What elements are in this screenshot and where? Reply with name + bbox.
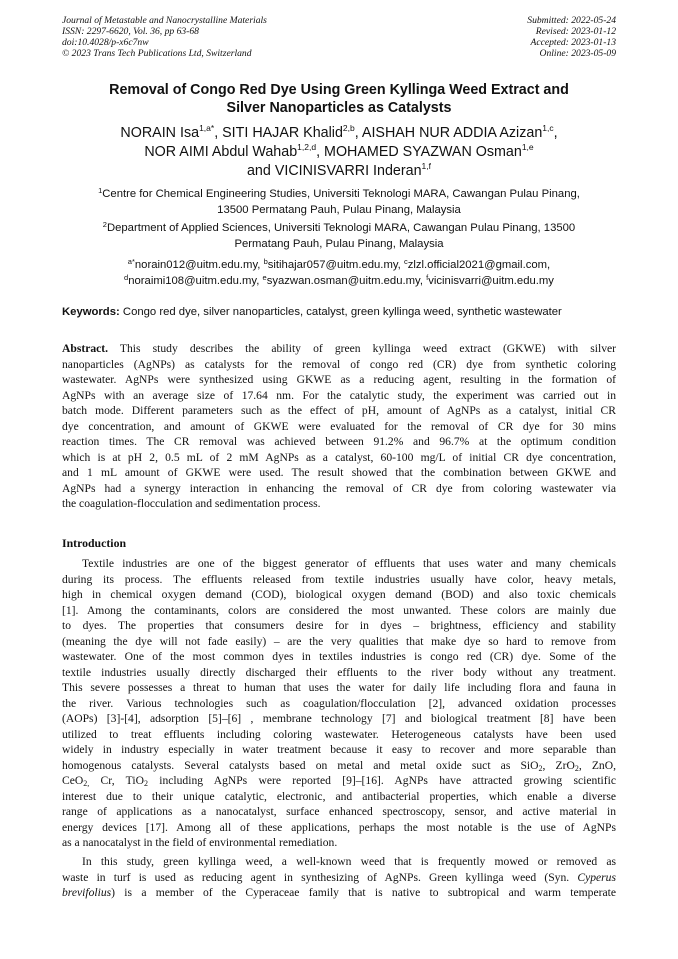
abstract-line: dye concentration, and amount of GKWE were evaluated for the removal of CR dye for 30 mins	[62, 419, 616, 433]
affiliation-2-line-1	[62, 221, 616, 237]
journal-copyright: © 2023 Trans Tech Publications Ltd, Switzerland	[62, 48, 252, 59]
intro-line: as a nanocatalyst in the field of environmental remediation.	[62, 836, 338, 849]
emails-line-1	[62, 258, 616, 274]
abstract-line: wastewater. AgNPs were synthesized using GKWE as a reducing agent, resulting in the formation of	[62, 373, 616, 386]
abstract-line: nanoparticles (AgNPs) as catalysts for the removal of congo red (CR) dye from synthetic coloring	[62, 357, 616, 371]
abstract-line: reaction times. The CR removal was achieved between 91.2% and 96.7% at the optimum condition	[62, 435, 616, 448]
introduction-paragraph-2	[62, 854, 616, 901]
authors-line-2	[62, 143, 616, 162]
author-name: SITI HAJAR Khalid	[222, 125, 343, 141]
keywords-text: Congo red dye, silver nanoparticles, catalyst, green kyllinga weed, synthetic wastewater	[119, 306, 562, 318]
intro-line: Textile industries are one of the biggest generator of effluents that uses water and many chemicals	[82, 557, 616, 570]
affiliation-text: Department of Applied Sciences, Universiti Teknologi MARA, Cawangan Pulau Pinang, 13500	[106, 222, 576, 234]
intro-line: textile industries usually directly discharged their effluents to the river body without any treatment.	[62, 665, 616, 679]
intro-line: utilized to treat effluents including coloring wastewater. Heterogeneous catalysts have been used	[62, 727, 616, 741]
intro-text: homogenous catalysts. Several catalysts based on metal and metal oxide suct as SiO	[62, 758, 539, 772]
intro-line: (meaning the dye will not fade easily) – are the very qualities that make dye so hard to remove from	[62, 634, 616, 648]
intro-text: , ZrO	[542, 758, 575, 772]
author-name: NOR AIMI Abdul Wahab	[144, 144, 298, 160]
email-link[interactable]: zlzl.official2021@gmail.com,	[407, 259, 551, 271]
species-name: Cyperus	[577, 870, 616, 884]
intro-line: This severe possesses a threat to human that uses the water for daily life including flora and fauna in	[62, 681, 616, 694]
date-revised: Revised: 2023-01-12	[535, 26, 616, 37]
title-line-2: Silver Nanoparticles as Catalysts	[226, 99, 452, 116]
email-link[interactable]: syazwan.osman@uitm.edu.my,	[266, 274, 427, 287]
author-sep: ,	[214, 125, 223, 141]
keywords	[62, 305, 616, 320]
introduction-paragraph-1	[62, 556, 616, 851]
paper-title	[62, 82, 616, 117]
intro-text: including AgNPs were reported [9]–[16]. AgNPs have attracted growing scientific	[147, 774, 617, 787]
abstract-line: batch mode. Different parameters such as the effect of pH, amount of AgNPs as a catalyst, initial CR	[62, 404, 616, 417]
abstract-line: which is at pH 2, 0.5 mL of 2 mM AgNPs as a catalyst, 60-100 mg/L of initial CR dye concentration,	[62, 450, 616, 464]
intro-text: , ZnO,	[578, 758, 616, 772]
author-sep: ,	[553, 125, 558, 141]
abstract	[62, 341, 616, 512]
intro-line: interest due to their unique catalytic, electronic, and antibacterial properties, which enable a diverse	[62, 789, 616, 803]
date-accepted: Accepted: 2023-01-13	[530, 37, 616, 48]
intro-text: waste in turf is used as reducing agent in synthesizing of AgNPs. Green kyllinga weed (Syn.	[62, 870, 578, 884]
intro-line: (AOPs) [3]-[4], adsorption [5]–[6] , membrane technology [7] and biological treatment [8] have been	[62, 712, 616, 725]
emails-line-2	[62, 274, 616, 290]
chem-subscript: 2	[143, 779, 148, 788]
intro-line	[62, 885, 616, 901]
affiliation-mark: 1	[98, 186, 103, 195]
email-mark: e	[262, 272, 267, 282]
intro-line: In this study, green kyllinga weed, a well-known weed that is frequently mowed or removed as	[82, 855, 616, 868]
abstract-line: AgNPs with an average size of 17.64 nm. For the catalytic study, the experiment was carried out in	[62, 388, 616, 402]
affiliation-text: Centre for Chemical Engineering Studies, Universiti Teknologi MARA, Cawangan Pulau Pinang,	[102, 188, 580, 200]
author-mark: 2,b	[342, 123, 355, 133]
author-mark: 1,c	[542, 123, 554, 133]
abstract-line: AgNPs had a synergy interaction in enhancing the removal of CR dye from coloring wastewater via	[62, 481, 616, 495]
email-link[interactable]: vicinisvarri@uitm.edu.my	[428, 274, 554, 287]
author-and: and	[246, 163, 275, 179]
intro-text: CeO	[62, 774, 84, 787]
chem-subscript: 2	[538, 763, 543, 773]
dates-header	[527, 15, 616, 59]
affiliation-2-line-2: Permatang Pauh, Pulau Pinang, Malaysia	[234, 237, 444, 250]
author-mark: 1,a*	[199, 123, 215, 133]
title-line-1: Removal of Congo Red Dye Using Green Kyllinga Weed Extract and	[109, 82, 569, 98]
intro-line: high in chemical oxygen demand (COD), biological oxygen demand (BOD) and also toxic chemicals	[62, 588, 616, 601]
email-mark: a*	[127, 257, 135, 266]
author-mark: 1,e	[521, 142, 534, 152]
intro-text: ) is a member of the Cyperaceae family that is native to subtropical and warm temperate	[111, 886, 616, 899]
author-mark: 1,2,d	[297, 142, 317, 152]
date-online: Online: 2023-05-09	[539, 48, 616, 59]
email-mark: d	[124, 272, 129, 282]
author-name: NORAIN Isa	[120, 125, 200, 141]
date-submitted: Submitted: 2022-05-24	[527, 15, 616, 26]
authors-line-3	[62, 162, 616, 181]
affiliation-mark: 2	[102, 220, 107, 229]
chem-subscript: 2	[574, 763, 579, 773]
author-mark: 1,f	[421, 161, 431, 171]
authors-line-1	[62, 124, 616, 143]
keywords-label: Keywords:	[62, 306, 120, 318]
email-link[interactable]: sitihajar057@uitm.edu.my,	[267, 259, 404, 271]
author-sep: ,	[354, 125, 362, 141]
chem-subscript: 2,	[83, 779, 90, 788]
author-sep: ,	[316, 144, 325, 160]
intro-line-catalysts	[62, 758, 616, 774]
intro-line: range of applications as a nanocatalyst, surface enhanced spectroscopy, sensor, and active material in	[62, 805, 616, 818]
intro-line: widely in industry especially in water treatment because it easy to recover and more separable than	[62, 743, 616, 756]
email-link[interactable]: norain012@uitm.edu.my,	[134, 259, 264, 271]
affiliation-1-line-1	[62, 187, 616, 203]
journal-header	[62, 15, 267, 59]
author-name: MOHAMED SYAZWAN Osman	[324, 144, 522, 160]
author-list	[62, 124, 616, 181]
abstract-line: and 1 mL amount of GKWE were used. The result showed that the combination between GKWE and	[62, 466, 616, 479]
abstract-label: Abstract.	[62, 342, 109, 355]
section-heading-introduction: Introduction	[62, 536, 127, 550]
intro-text: Cr, TiO	[89, 774, 144, 787]
affiliation-1	[62, 187, 616, 218]
intro-line: to dyes. The properties that consumers desire for in dyes – brightness, efficiency and stability	[62, 619, 616, 632]
intro-line: the river. Various technologies such as coagulation/flocculation [2], advanced oxidation processes	[62, 696, 616, 710]
author-name: VICINISVARRI Inderan	[274, 163, 422, 179]
intro-line: during its process. The effluents released from textile industries usually have color, heavy metals,	[62, 572, 616, 586]
intro-line-catalysts-2	[62, 773, 616, 789]
author-name: AISHAH NUR ADDIA Azizan	[361, 125, 543, 141]
intro-line: energy devices [17]. Among all of these applications, perhaps the most notable is the use of AgNPs	[62, 820, 616, 834]
intro-line	[62, 870, 616, 886]
affiliation-2	[62, 221, 616, 252]
species-name: brevifolius	[62, 886, 112, 899]
email-mark: f	[426, 272, 429, 282]
journal-doi: doi:10.4028/p-x6c7nw	[62, 37, 149, 48]
email-mark: b	[263, 257, 268, 266]
intro-line: [1]. Among the contaminants, colors are considered the most unwanted. These colors are mainly due	[62, 603, 616, 617]
abstract-line	[62, 341, 616, 357]
email-mark: c	[403, 257, 408, 266]
journal-issn: ISSN: 2297-6620, Vol. 36, pp 63-68	[62, 26, 199, 37]
author-emails	[62, 258, 616, 289]
intro-line: wastewater. One of the most common dyes in textiles industries is congo red (CR) dye. Some of the	[62, 650, 616, 663]
abstract-text: This study describes the ability of green kyllinga weed extract (GKWE) with silver	[108, 342, 616, 355]
email-link[interactable]: noraimi108@uitm.edu.my,	[128, 274, 263, 287]
affiliation-1-line-2: 13500 Permatang Pauh, Pulau Pinang, Malaysia	[217, 203, 461, 216]
journal-name: Journal of Metastable and Nanocrystalline Materials	[62, 15, 267, 26]
abstract-line: the coagulation-flocculation and sedimentation process.	[62, 497, 321, 510]
